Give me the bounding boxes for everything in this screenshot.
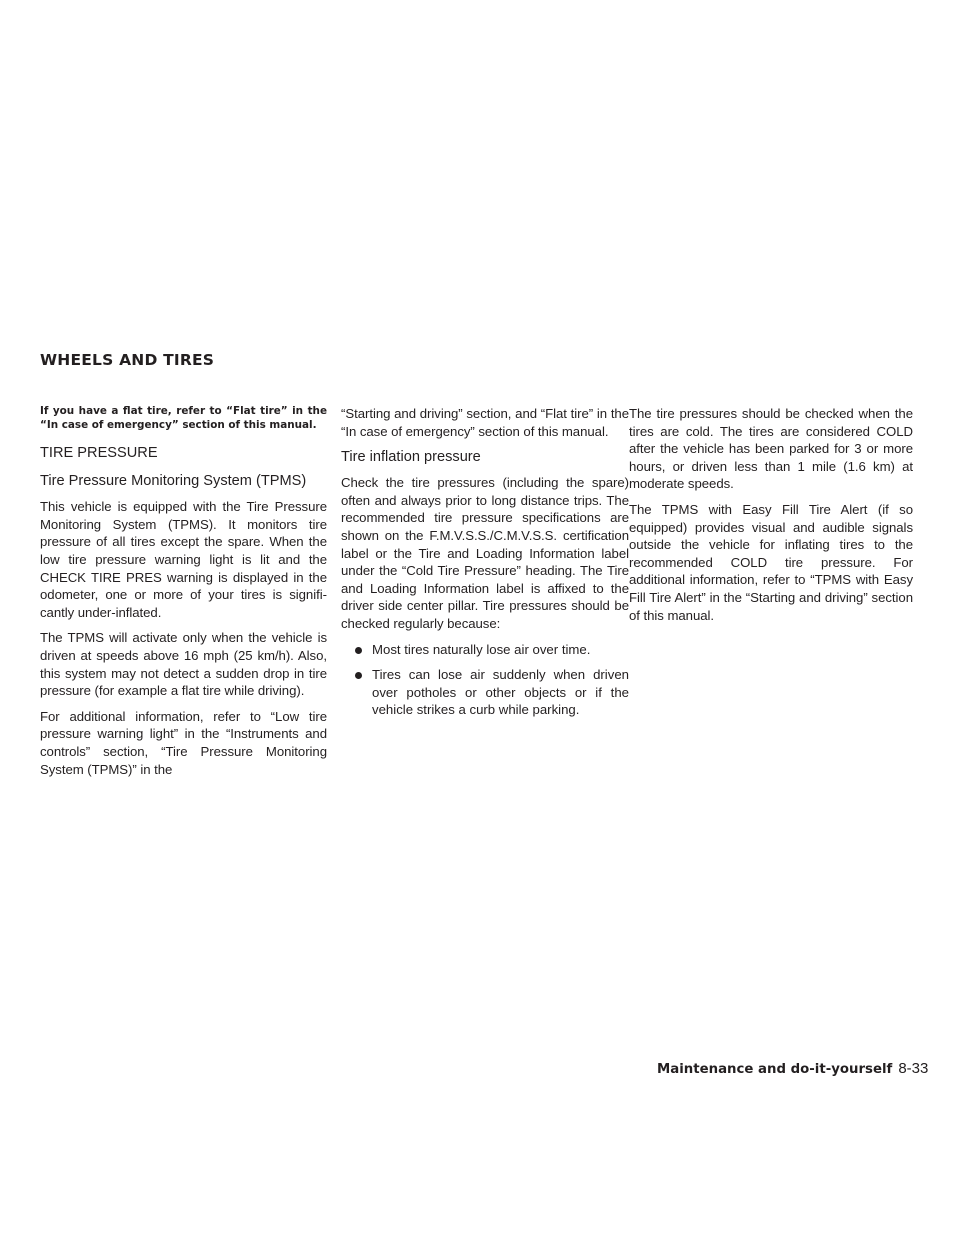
inflation-paragraph: Check the tire pressures (including the spare) often and always prior to long distance trips. The recommended tire pressure specifications are shown on the F.M.V.S.S./C.M.V.S.S. certification label or the Tire and Loading Information label under the “Cold Tire Pressure” heading. The Tire and Loading Information label is affixed to the driver side center pillar. Tire pressures should be checked regularly because: xyxy=(341,475,629,631)
list-item-text: Most tires naturally lose air over time. xyxy=(372,641,591,657)
section-title: WHEELS AND TIRES xyxy=(40,351,215,369)
cold-tires-paragraph: The tire pressures should be checked when the tires are cold. The tires are considered COLD after the vehicle has been parked for 3 or more hours, or driven less than 1 mile (1.6 km) at moderate speeds. xyxy=(629,406,913,492)
flat-tire-note: If you have a flat tire, refer to “Flat tire” in the “In case of emergency” section of this manual. xyxy=(40,405,327,431)
list-item xyxy=(341,666,629,719)
continued-paragraph: “Starting and driving” section, and “Flat tire” in the “In case of emergency” section of this manual. xyxy=(341,406,629,439)
page-number: 8-33 xyxy=(898,1060,929,1077)
tpms-paragraph-1: This vehicle is equipped with the Tire Pressure Monitoring System (TPMS). It monitors tire pressure of all tires except the spare. When the low tire pressure warning light is lit and the CHECK TIRE PRES warning is displayed in the odometer, one or more of your tires is significantly under-inflated. xyxy=(40,499,327,620)
column-3 xyxy=(629,405,913,632)
bullet-icon xyxy=(355,672,362,679)
list-item-text: Tires can lose air suddenly when driven over potholes or other objects or if the vehicle strikes a curb while parking. xyxy=(372,667,629,718)
tpms-paragraph-3: For additional information, refer to “Low tire pressure warning light” in the “Instruments and controls” section, “Tire Pressure Monitoring System (TPMS)” in the xyxy=(40,708,327,777)
tpms-paragraph-2: The TPMS will activate only when the vehicle is driven at speeds above 16 mph (25 km/h). Also, this system may not detect a sudden drop in tire pressure (for example a flat tire while driving). xyxy=(40,630,327,699)
tire-inflation-heading: Tire inflation pressure xyxy=(341,449,481,466)
tire-pressure-heading: TIRE PRESSURE xyxy=(40,445,158,462)
footer-section-name: Maintenance and do-it-yourself xyxy=(657,1062,893,1077)
reasons-list xyxy=(341,641,629,719)
easy-fill-paragraph: The TPMS with Easy Fill Tire Alert (if so equipped) provides visual and audible signals outside the vehicle for inflating tires to the recommended COLD tire pressure. For additional information, refer to “TPMS with Easy Fill Tire Alert” in the “Starting and driving” section of this manual. xyxy=(629,501,913,623)
list-item xyxy=(341,641,629,659)
tpms-subheading: Tire Pressure Monitoring System (TPMS) xyxy=(40,473,307,490)
column-2 xyxy=(341,405,629,727)
page-footer xyxy=(657,1060,928,1077)
bullet-icon xyxy=(355,647,362,654)
column-1 xyxy=(40,405,327,786)
